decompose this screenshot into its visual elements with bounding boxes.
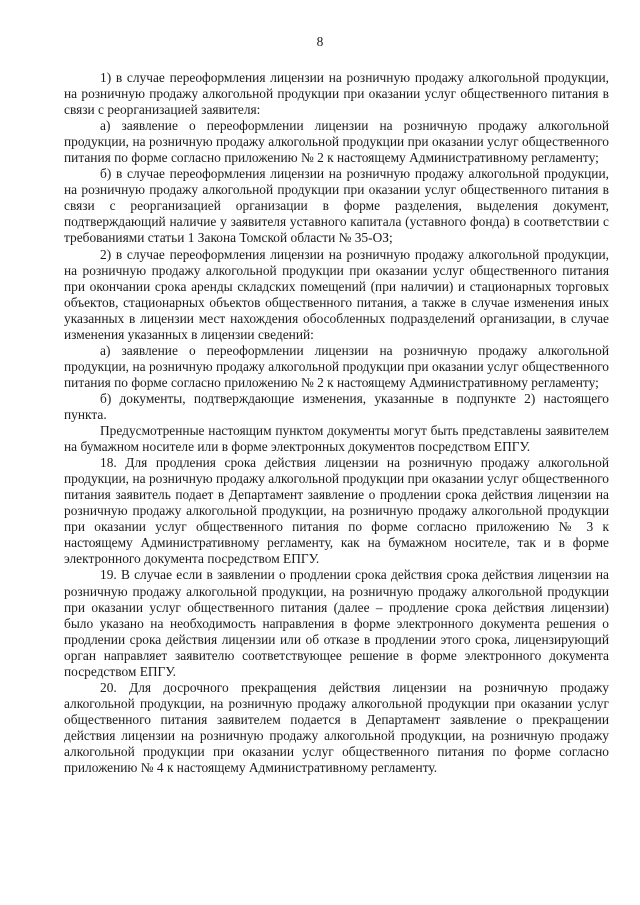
paragraph-2b-documents: б) документы, подтверждающие изменения, указанные в подпункте 2) настоящего пункта. <box>64 390 609 422</box>
paragraph-19-electronic-decision: 19. В случае если в заявлении о продлении срока действия срока действия лицензии на розничную продажу алкогольной продукции, на розничную продажу алкогольной продукции при оказании услуг общественного питания (далее – продление срока действия лицензии) было указано на необходимость направления в форме электронного документа решения о продлении срока действия лицензии или об отказе в продлении этого срока, лицензирующий орган направляет заявителю соответствующее решение в форме электронного документа посредством ЕПГУ. <box>64 567 609 679</box>
paragraph-2a-application: а) заявление о переоформлении лицензии на розничную продажу алкогольной продукции, на розничную продажу алкогольной продукции при оказании услуг общественного питания по форме согласно приложению № 2 к настоящему Административному регламенту; <box>64 342 609 390</box>
paragraph-2-lease-end: 2) в случае переоформления лицензии на розничную продажу алкогольной продукции, на розничную продажу алкогольной продукции при оказании услуг общественного питания при окончании срока аренды складских помещений (при наличии) и стационарных торговых объектов, стационарных объектов общественного питания, а также в случае изменения иных указанных в лицензии мест нахождения обособленных подразделений организации, в случае изменения указанных в лицензии сведений: <box>64 246 609 342</box>
paragraph-1b-capital-document: б) в случае переоформления лицензии на розничную продажу алкогольной продукции, на розничную продажу алкогольной продукции при оказании услуг общественного питания в связи с реорганизацией организации в форме разделения, выделения документ, подтверждающий наличие у заявителя уставного капитала (уставного фонда) в соответствии с требованиями статьи 1 Закона Томской области № 35-ОЗ; <box>64 166 609 246</box>
paragraph-1-reorganization: 1) в случае переоформления лицензии на розничную продажу алкогольной продукции, на розничную продажу алкогольной продукции при оказании услуг общественного питания в связи с реорганизацией заявителя: <box>64 70 609 118</box>
paragraph-18-extension: 18. Для продления срока действия лицензии на розничную продажу алкогольной продукции, на розничную продажу алкогольной продукции при оказании услуг общественного питания заявитель подает в Департамент заявление о продлении срока действия лицензии на розничную продажу алкогольной продукции, на розничную продажу алкогольной продукции при оказании услуг общественного питания по форме согласно приложению № 3 к настоящему Административному регламенту, как на бумажном носителе, так и в форме электронного документа посредством ЕПГУ. <box>64 455 609 567</box>
page-number: 8 <box>316 34 324 49</box>
document-body <box>64 70 609 776</box>
paragraph-20-early-termination: 20. Для досрочного прекращения действия лицензии на розничную продажу алкогольной продукции, на розничную продажу алкогольной продукции при оказании услуг общественного питания заявителем подается в Департамент заявление о прекращении действия лицензии на розничную продажу алкогольной продукции, на розничную продажу алкогольной продукции при оказании услуг общественного питания по форме согласно приложению № 4 к настоящему Административному регламенту. <box>64 679 609 776</box>
paragraph-submission-note: Предусмотренные настоящим пунктом документы могут быть представлены заявителем на бумажном носителе или в форме электронных документов посредством ЕПГУ. <box>64 423 609 455</box>
paragraph-1a-application: а) заявление о переоформлении лицензии на розничную продажу алкогольной продукции, на розничную продажу алкогольной продукции при оказании услуг общественного питания по форме согласно приложению № 2 к настоящему Административному регламенту; <box>64 118 609 166</box>
